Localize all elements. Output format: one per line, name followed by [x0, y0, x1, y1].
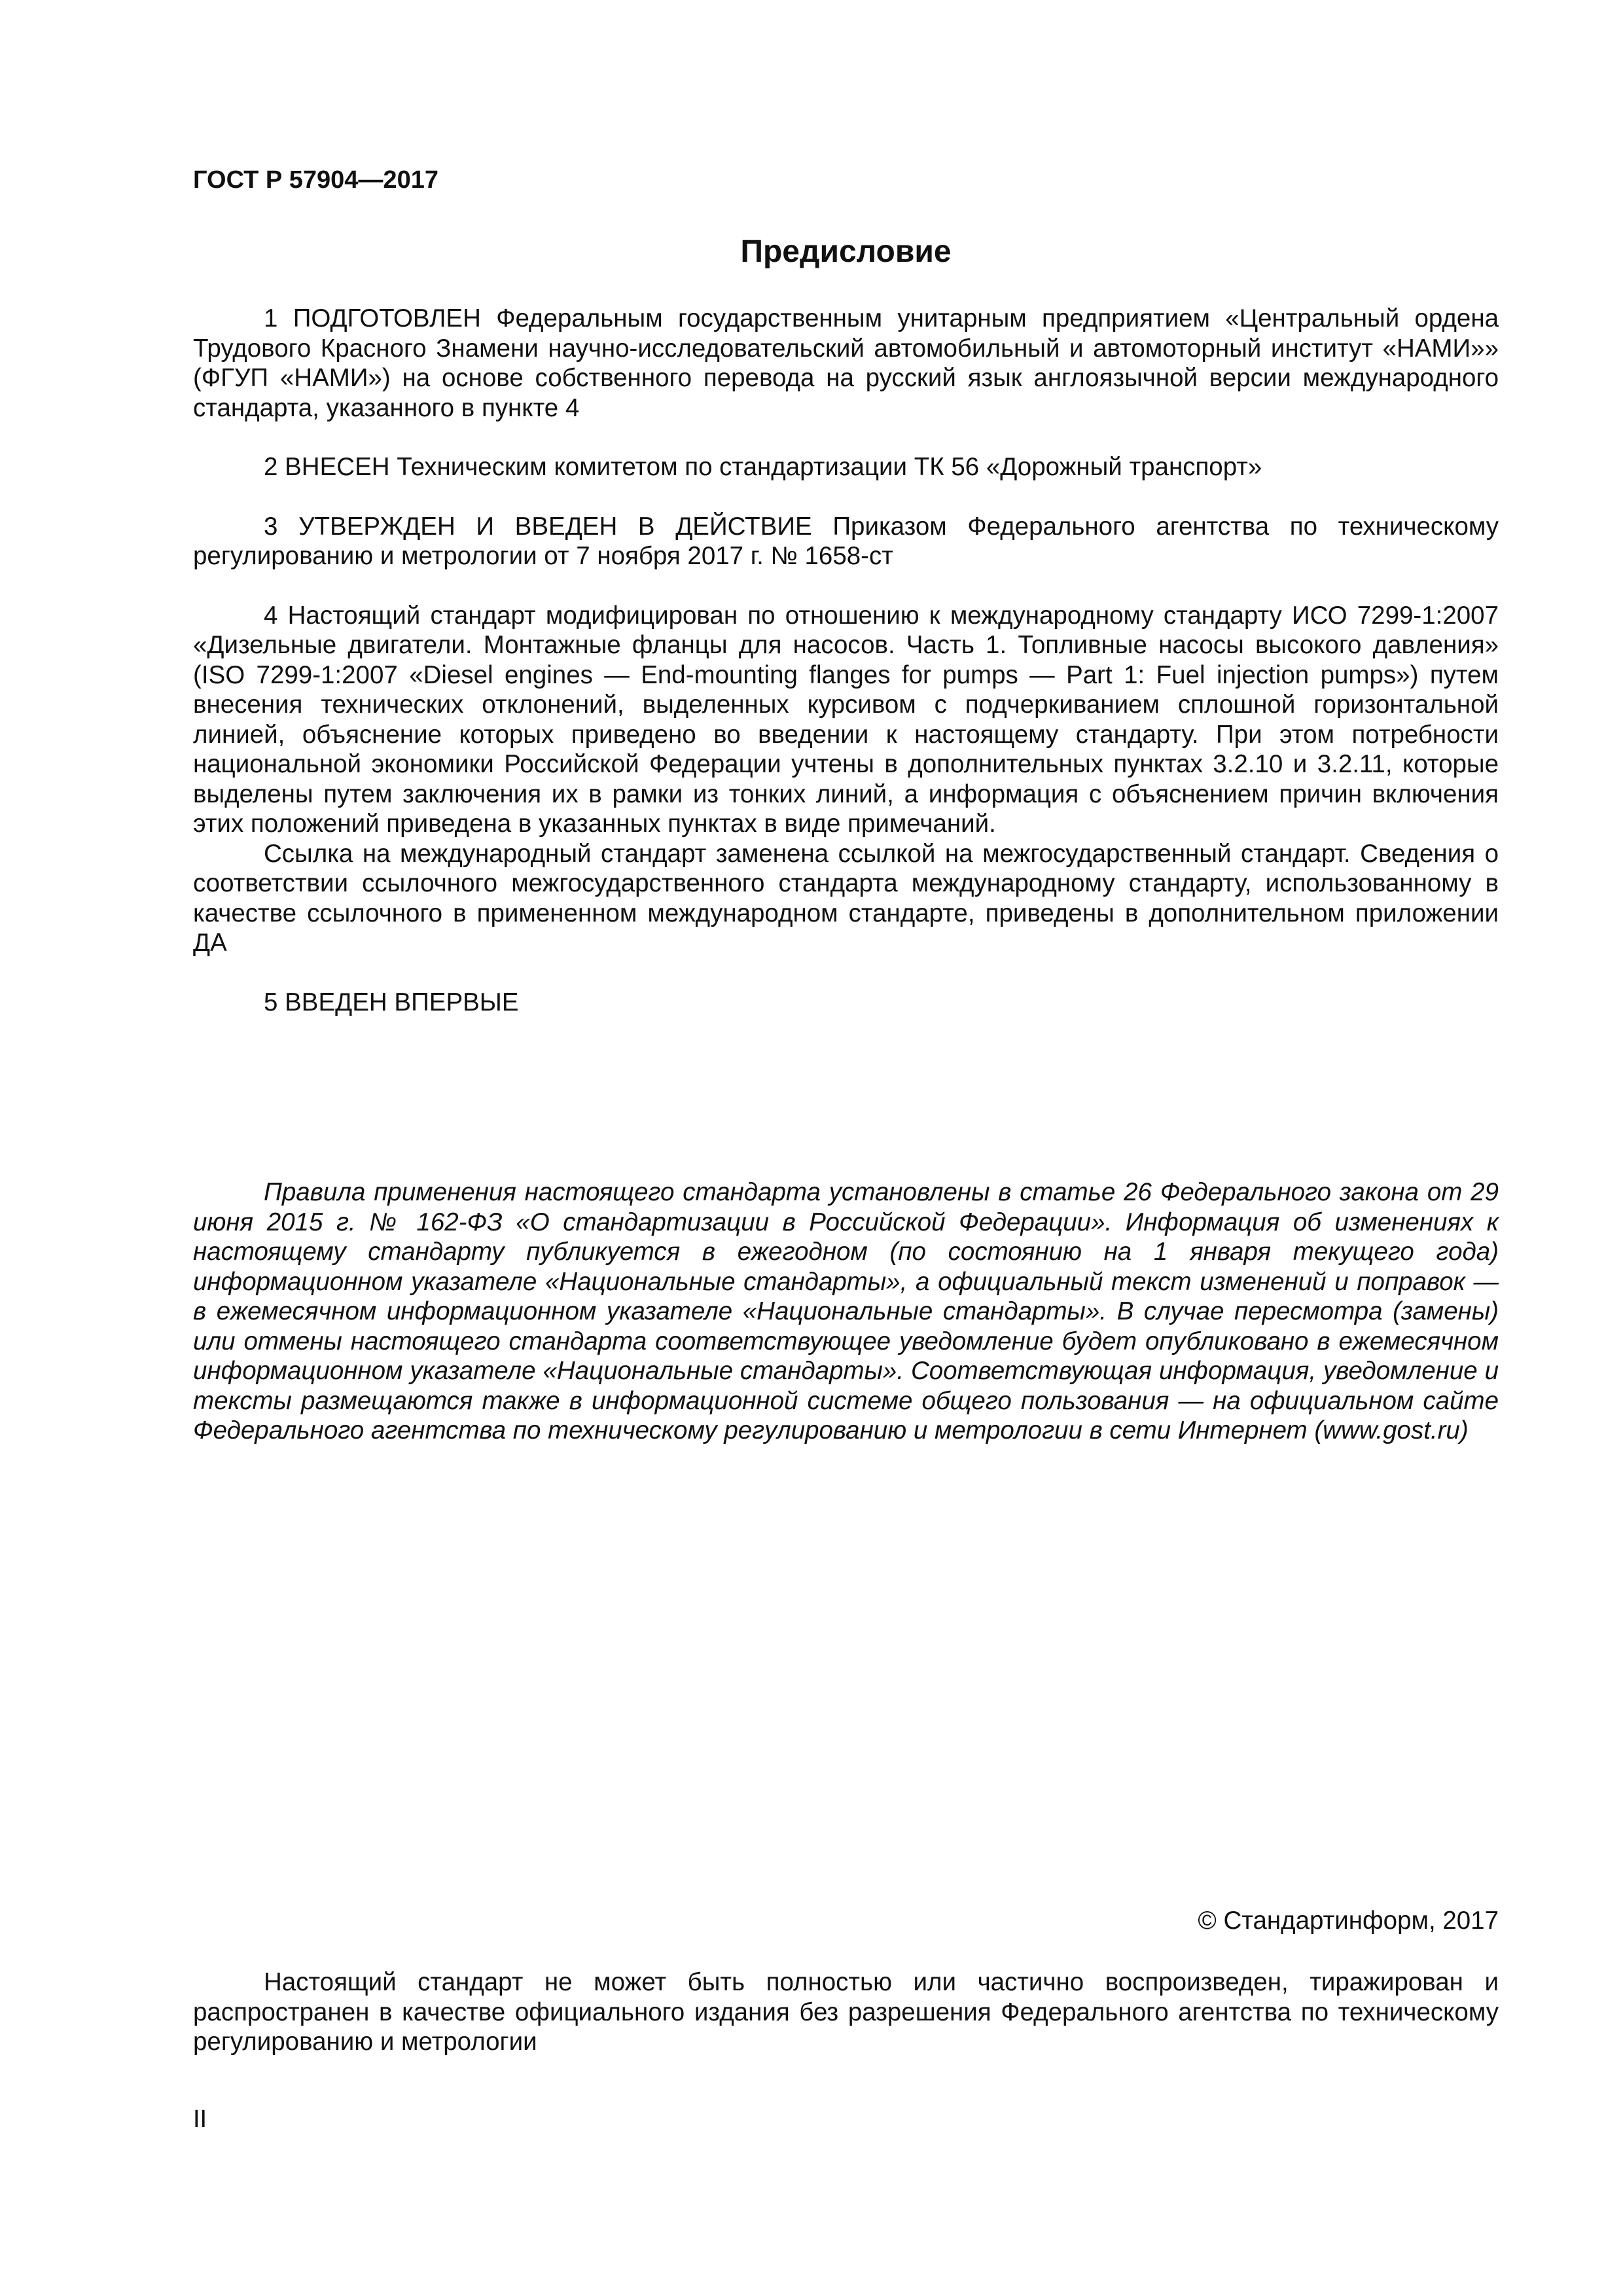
- page-title: Предисловие: [740, 234, 952, 269]
- preface-body: [193, 304, 1499, 1017]
- preface-item-2: [193, 452, 1499, 482]
- copyright: © Стандартинформ, 2017: [1198, 1907, 1499, 1935]
- item-number: 5: [264, 988, 278, 1016]
- preface-item-5: [193, 988, 1499, 1018]
- reproduction-notice: Настоящий стандарт не может быть полностью или частично воспроизведен, тиражирован и распространен в качестве официального издания без разрешения Федерального агентства по техническому регулированию и метрологии: [193, 1968, 1499, 2056]
- item-number: 3: [264, 512, 278, 541]
- preface-item-3: [193, 512, 1499, 571]
- preface-item-4: [193, 601, 1499, 839]
- item-number: 2: [264, 453, 278, 481]
- document-designation: ГОСТ Р 57904—2017: [193, 166, 438, 194]
- preface-item-1: [193, 304, 1499, 423]
- item-lead: ВВЕДЕН ВПЕРВЫЕ: [285, 988, 519, 1016]
- item-text: Техническим комитетом по стандартизации ТК 56 «Дорожный транспорт»: [397, 453, 1262, 481]
- item-number: 4: [264, 601, 278, 630]
- item-text: Приказом Федерального агентства по техническому регулированию и метрологии от 7 ноября 2017 г. № 1658-ст: [193, 512, 1499, 570]
- page-number: II: [193, 2106, 207, 2133]
- item-text: Федеральным государственным унитарным предприятием «Центральный ордена Трудового Красного Знамени научно-исследовательский автомобильный и автомоторный институт «НАМИ»» (ФГУП «НАМИ») на основе собственного перевода на русский язык англоязычной версии международного стандарта, указанного в пункте 4: [193, 304, 1499, 422]
- item-lead: УТВЕРЖДЕН И ВВЕДЕН В ДЕЙСТВИЕ: [298, 512, 812, 541]
- item-lead: ВНЕСЕН: [285, 453, 390, 481]
- item-text: Настоящий стандарт модифицирован по отношению к международному стандарту ИСО 7299-1:2007 «Дизельные двигатели. Монтажные фланцы для насосов. Часть 1. Топливные насосы высокого давления» (ISO 7299-1:2007 «Diesel engines — End-mounting flanges for pumps — Part 1: Fuel injection pumps») путем внесения технических отклонений, выделенных курсивом с подчеркиванием сплошной горизонтальной линией, объяснение которых приведено во введении к настоящему стандарту. При этом потребности национальной экономики Российской Федерации учтены в дополнительных пунктах 3.2.10 и 3.2.11, которые выделены путем заключения их в рамки из тонких линий, а информация с объяснением причин включения этих положений приведена в указанных пунктах в виде примечаний.: [193, 601, 1499, 838]
- item-lead: ПОДГОТОВЛЕН: [293, 304, 481, 332]
- application-rules-notice: Правила применения настоящего стандарта установлены в статье 26 Федерального закона от 29 июня 2015 г. № 162-ФЗ «О стандартизации в Российской Федерации». Информация об изменениях к настоящему стандарту публикуется в ежегодном (по состоянию на 1 января текущего года) информационном указателе «Национальные стандарты», а официальный текст изменений и поправок — в ежемесячном информационном указателе «Национальные стандарты». В случае пересмотра (замены) или отмены настоящего стандарта соответствующее уведомление будет опубликовано в ежемесячном информационном указателе «Национальные стандарты». Соответствующая информация, уведомление и тексты размещаются также в информационной системе общего пользования — на официальном сайте Федерального агентства по техническому регулированию и метрологии в сети Интернет (www.gost.ru): [193, 1178, 1499, 1444]
- item-number: 1: [264, 304, 278, 332]
- preface-item-4-continuation: Ссылка на международный стандарт заменена ссылкой на межгосударственный стандарт. Сведения о соответствии ссылочного межгосударственного стандарта международному стандарту, использованному в качестве ссылочного в примененном международном стандарте, приведены в дополнительном приложении ДА: [193, 839, 1499, 957]
